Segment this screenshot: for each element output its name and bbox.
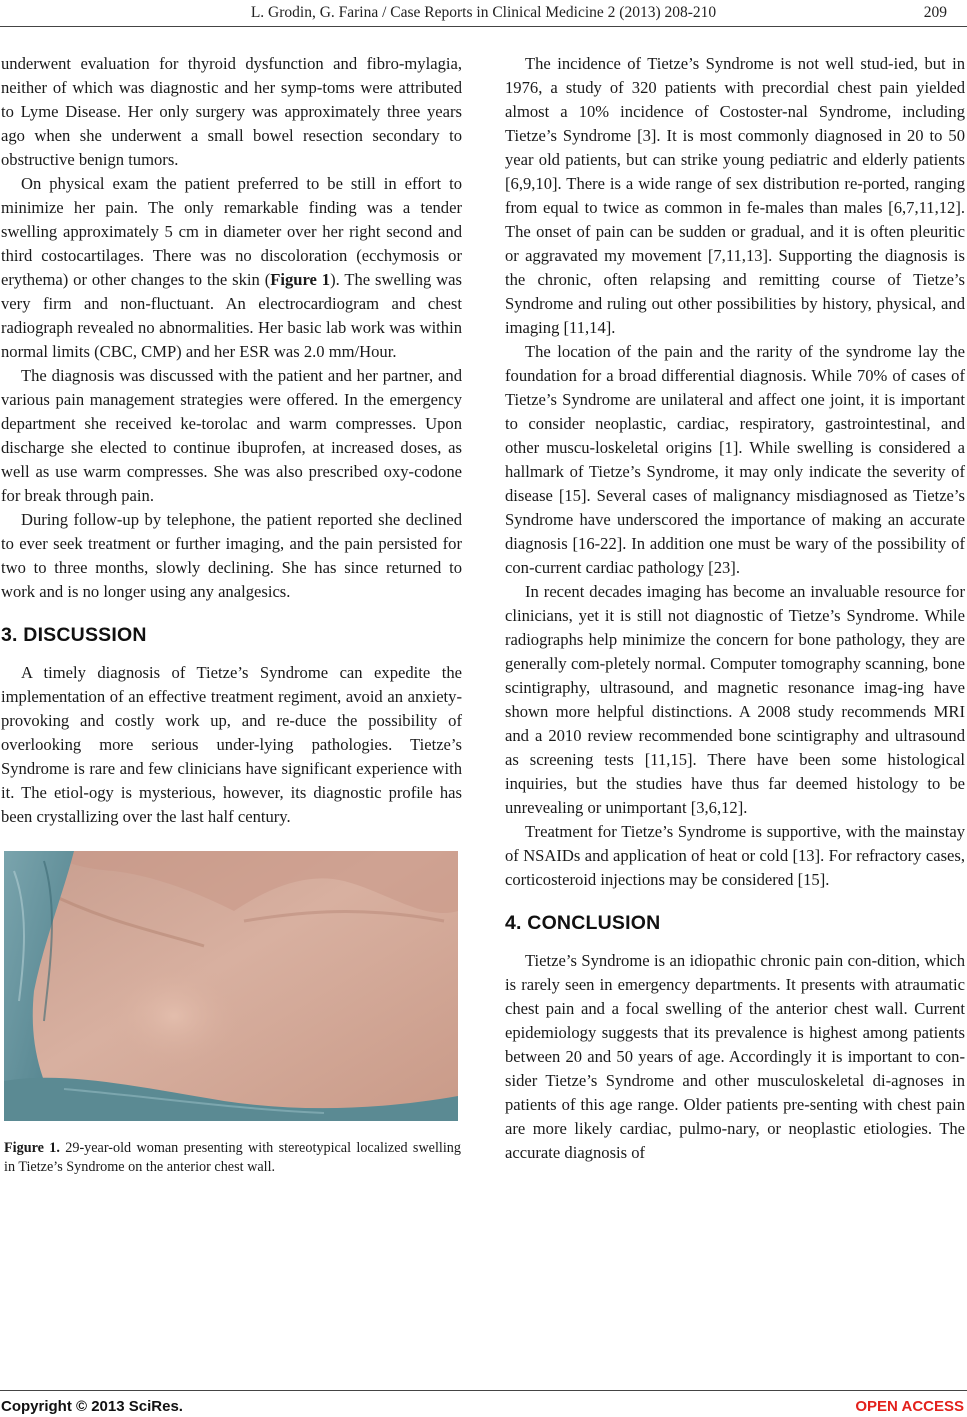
- copyright-notice: Copyright © 2013 SciRes.: [1, 1398, 183, 1415]
- body-paragraph: [1, 172, 462, 364]
- paragraph-text: ). The swelling was very firm and non-fluctuant. An electrocardiogram and chest radiograph revealed no abnormalities. Her basic lab work was within normal limits (CBC, CMP) and her ESR was 2.0 mm/Hour.: [1, 270, 462, 361]
- page-header: [0, 4, 967, 24]
- page-number: 209: [923, 4, 947, 21]
- figure-caption: [4, 1139, 461, 1177]
- body-paragraph: Treatment for Tietze’s Syndrome is supportive, with the mainstay of NSAIDs and application of heat or cold [13]. For refractory cases, corticosteroid injections may be considered [15].: [505, 822, 965, 889]
- body-paragraph: underwent evaluation for thyroid dysfunction and fibro-mylagia, neither of which was diagnostic and her symp-toms were attributed to Lyme Disease. Her only surgery was approximately three years ago when she underwent a small bowel resection secondary to obstructive benign tumors.: [1, 54, 462, 169]
- body-paragraph: The incidence of Tietze’s Syndrome is not well stud-ied, but in 1976, a study of 320 patients with precordial chest pain yielded almost a 10% incidence of Costoster-nal Syndrome, including Tietze’s Syndrome [3]. It is most commonly diagnosed in 20 to 50 year old patients, but can strike young pediatric and elderly patients [6,9,10]. There is a wide range of sex distribution re-ported, ranging from equal to twice as common in fe-males than males [6,7,11,12]. The onset of pain can be sudden or gradual, and it is often pleuritic or aggravated my movement [7,11,13]. Supporting the diagnosis is the chronic, often relapsing and remitting course of Tietze’s Syndrome and ruling out other possibilities by history, physical, and imaging [11,14].: [505, 54, 965, 337]
- footer-rule: [0, 1390, 967, 1391]
- chest-photo: [4, 851, 458, 1121]
- body-paragraph: A timely diagnosis of Tietze’s Syndrome can expedite the implementation of an effective treatment regiment, avoid an anxiety-provoking and costly work up, and re-duce the possibility of overlooking more serious under-lying pathologies. Tietze’s Syndrome is rare and few clinicians have significant experience with it. The etiol-ogy is mysterious, however, its diagnostic profile has been crystallizing over the last half century.: [1, 663, 462, 826]
- body-paragraph: In recent decades imaging has become an invaluable resource for clinicians, yet it is still not diagnostic of Tietze’s Syndrome. While radiographs help minimize the concern for bone pathology, they are generally com-pletely normal. Computer tomography scanning, bone scintigraphy, ultrasound, and magnetic resonance imag-ing have shown more helpful distinctions. A 2008 study recommends MRI and a 2010 review recommended bone scintigraphy and ultrasound as screening tests [11,15]. There have been some histological inquiries, but the studies have thus far deemed histology to be unrevealing or unimportant [3,6,12].: [505, 582, 965, 817]
- section-heading-conclusion: 4. CONCLUSION: [505, 912, 661, 934]
- body-paragraph: The diagnosis was discussed with the patient and her partner, and various pain management strategies were offered. In the emergency department she received ke-torolac and warm compresses. Upon discharge she elected to continue ibuprofen, at increased doses, as well as use warm compresses. She was also prescribed oxy-codone for break through pain.: [1, 366, 462, 505]
- figure-1: [4, 851, 461, 1177]
- figure-label: Figure 1.: [4, 1140, 60, 1156]
- section-heading-discussion: 3. DISCUSSION: [1, 624, 147, 646]
- caption-text: 29-year-old woman presenting with stereotypical localized swelling in Tietze’s Syndrome on the anterior chest wall.: [4, 1140, 461, 1175]
- page-footer: [0, 1398, 967, 1416]
- figure-reference: Figure 1: [270, 270, 331, 289]
- body-paragraph: During follow-up by telephone, the patient reported she declined to ever seek treatment or further imaging, and the pain persisted for two to three months, slowly declining. She has since returned to work and is no longer using any analgesics.: [1, 510, 462, 601]
- body-paragraph: The location of the pain and the rarity of the syndrome lay the foundation for a broad differential diagnosis. While 70% of cases of Tietze’s Syndrome are unilateral and affect one joint, it is important to consider neoplastic, cardiac, respiratory, gastrointestinal, and other muscu-loskeletal origins [1]. While swelling is considered a hallmark of Tietze’s Syndrome, it may only indicate the severity of disease [15]. Several cases of malignancy misdiagnosed as Tietze’s Syndrome have underscored the importance of making an accurate diagnosis [16-22]. In addition one must be wary of the possibility of con-current cardiac pathology [23].: [505, 342, 965, 577]
- header-rule: [0, 26, 967, 27]
- body-paragraph: Tietze’s Syndrome is an idiopathic chronic pain con-dition, which is rarely seen in emergency departments. It presents with atraumatic chest pain and a focal swelling of the anterior chest wall. Current epidemiology suggests that its prevalence is highest among patients between 20 and 50 years of age. Accordingly it is important to con-sider Tietze’s Syndrome and other musculoskeletal di-agnoses in patients of this age range. Older patients pre-senting with chest pain are more likely cardiac, pulmo-nary, or neoplastic etiologies. The accurate diagnosis of: [505, 951, 965, 1162]
- right-column: [505, 52, 965, 1165]
- left-column: [1, 52, 462, 1177]
- paragraph-text: On physical exam the patient preferred to be still in effort to minimize her pain. The only remarkable finding was a tender swelling approximately 5 cm in diameter over her right second and third costocartilages. There was no discoloration (ecchymosis or erythema) or other changes to the skin (: [1, 174, 462, 289]
- running-head: L. Grodin, G. Farina / Case Reports in Clinical Medicine 2 (2013) 208-210: [250, 4, 717, 21]
- open-access-label: OPEN ACCESS: [855, 1398, 964, 1415]
